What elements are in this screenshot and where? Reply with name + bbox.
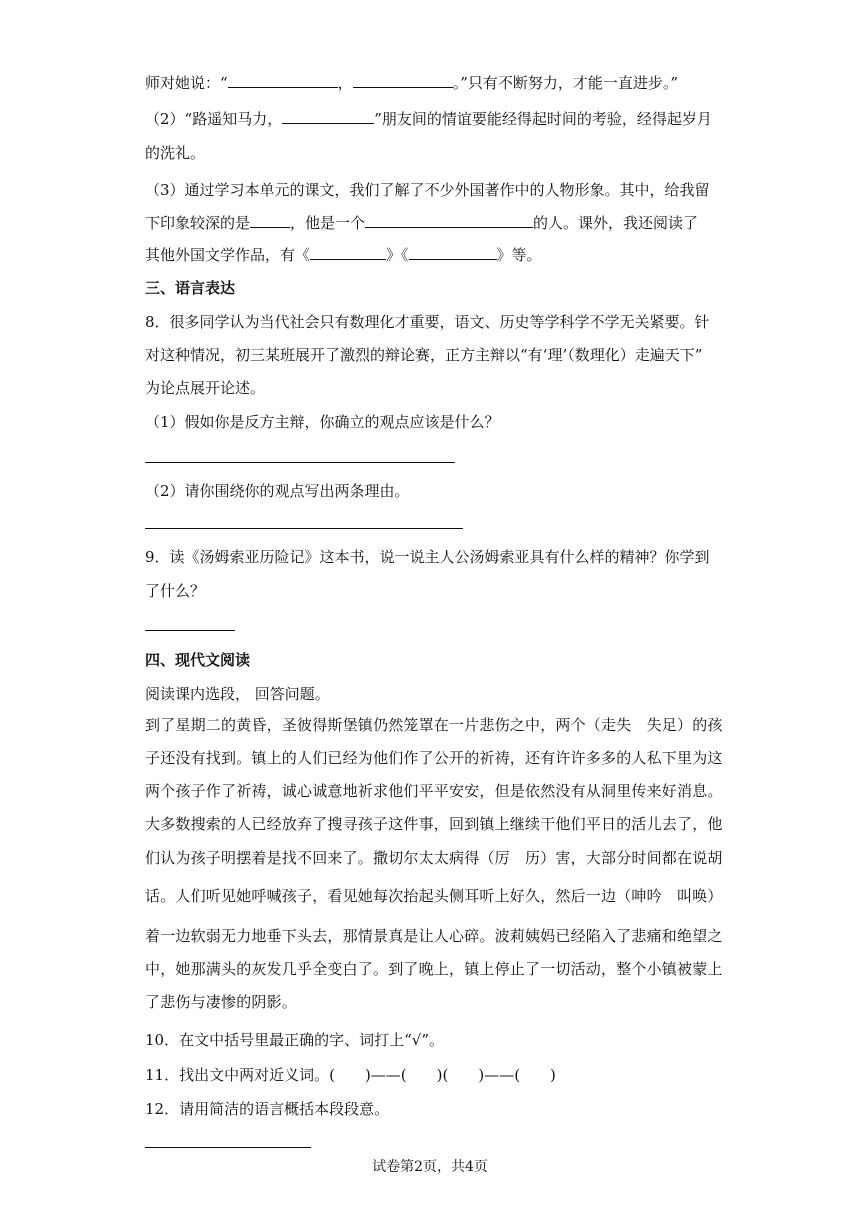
q8-text-line2: 对这种情况，初三某班展开了激烈的辩论赛，正方主辩以“有‘理’（数理化）走遍天下” <box>145 346 703 364</box>
text-fragment: 的人。课外，我还阅读了 <box>533 214 699 232</box>
text-fragment: 。”只有不断努力，才能一直进步。” <box>452 74 679 92</box>
answer-line[interactable] <box>145 1147 311 1148</box>
answer-line[interactable] <box>145 528 463 529</box>
text-fragment: ”朋友间的情谊要能经得起时间的考验，经得起岁月 <box>374 110 712 128</box>
text-fragment: ， <box>337 74 353 92</box>
q9-text-line1: 9．读《汤姆索亚历险记》这本书，说一说主人公汤姆索亚具有什么样的精神？你学到 <box>145 548 710 566</box>
answer-blank[interactable] <box>282 108 374 124</box>
q10-text: 10．在文中括号里最正确的字、词打上“√”。 <box>145 1031 444 1049</box>
passage-line: 子还没有找到。镇上的人们已经为他们作了公开的祈祷，还有许许多多的人私下里为这 <box>145 749 723 767</box>
passage-line: 了悲伤与凄惨的阴影。 <box>145 993 298 1011</box>
q7-sub2-cont: 的洗礼。 <box>145 144 206 162</box>
text-fragment: ，他是一个 <box>290 214 366 232</box>
q8-text-line3: 为论点展开论述。 <box>145 379 266 397</box>
passage-line: 大多数搜索的人已经放弃了搜寻孩子这件事，回到镇上继续干他们平日的活儿去了，他 <box>145 815 723 833</box>
q9-text-line2: 了什么？ <box>145 582 206 600</box>
answer-blank[interactable] <box>365 212 533 228</box>
poem-answer-line <box>145 72 720 93</box>
reading-intro: 阅读课内选段， 回答问题。 <box>145 685 330 703</box>
q7-sub3-line3 <box>145 244 720 265</box>
text-fragment: 》《 <box>386 246 409 264</box>
passage-line: 两个孩子作了祈祷，诚心诚意地祈求他们平平安安，但是依然没有从洞里传来好消息。 <box>145 782 723 800</box>
answer-blank[interactable] <box>250 212 290 228</box>
section4-heading: 四、现代文阅读 <box>145 651 251 669</box>
q8-sub2: （2）请你围绕你的观点写出两条理由。 <box>145 482 410 500</box>
passage-line: 中，她那满头的灰发几乎全变白了。到了晚上，镇上停止了一切活动，整个小镇被蒙上 <box>145 960 723 978</box>
answer-line[interactable] <box>145 462 455 463</box>
answer-blank[interactable] <box>228 72 338 88</box>
q7-sub3-line: （3）通过学习本单元的课文，我们了解了不少外国著作中的人物形象。其中，给我留 <box>145 181 710 199</box>
passage-line: 们认为孩子明摆着是找不回来了。撒切尔太太病得（厉 历）害，大部分时间都在说胡 <box>145 849 723 867</box>
answer-blank[interactable] <box>353 72 453 88</box>
page-footer: 试卷第2页，共4页 <box>372 1159 488 1175</box>
text-fragment: 》等。 <box>496 246 542 264</box>
answer-blank[interactable] <box>310 244 386 260</box>
q8-sub1: （1）假如你是反方主辩，你确立的观点应该是什么？ <box>145 413 500 431</box>
answer-line[interactable] <box>145 630 235 631</box>
passage-line: 着一边软弱无力地垂下头去，那情景真是让人心碎。波莉姨妈已经陷入了悲痛和绝望之 <box>145 927 723 945</box>
q8-text-line1: 8．很多同学认为当代社会只有数理化才重要，语文、历史等学科学不学无关紧要。针 <box>145 313 710 331</box>
q7-sub3-line2 <box>145 212 720 233</box>
text-fragment: 师对她说：“ <box>145 74 228 92</box>
passage-line: 到了星期二的黄昏，圣彼得斯堡镇仍然笼罩在一片悲伤之中，两个（走失 失足）的孩 <box>145 716 723 734</box>
q12-text: 12．请用简洁的语言概括本段段意。 <box>145 1100 390 1118</box>
q7-sub2-line <box>145 108 720 129</box>
passage-line: 话。人们听见她呼喊孩子，看见她每次抬起头侧耳听上好久，然后一边（呻吟 叫唤） <box>145 887 723 905</box>
text-fragment: 其他外国文学作品，有《 <box>145 246 311 264</box>
answer-blank[interactable] <box>409 244 497 260</box>
text-fragment: 下印象较深的是 <box>145 214 251 232</box>
section3-heading: 三、语言表达 <box>145 279 236 297</box>
text-fragment: （2）“路遥知马力， <box>145 110 283 128</box>
q11-text: 11．找出文中两对近义词。( )——( )( )——( ) <box>145 1066 556 1084</box>
